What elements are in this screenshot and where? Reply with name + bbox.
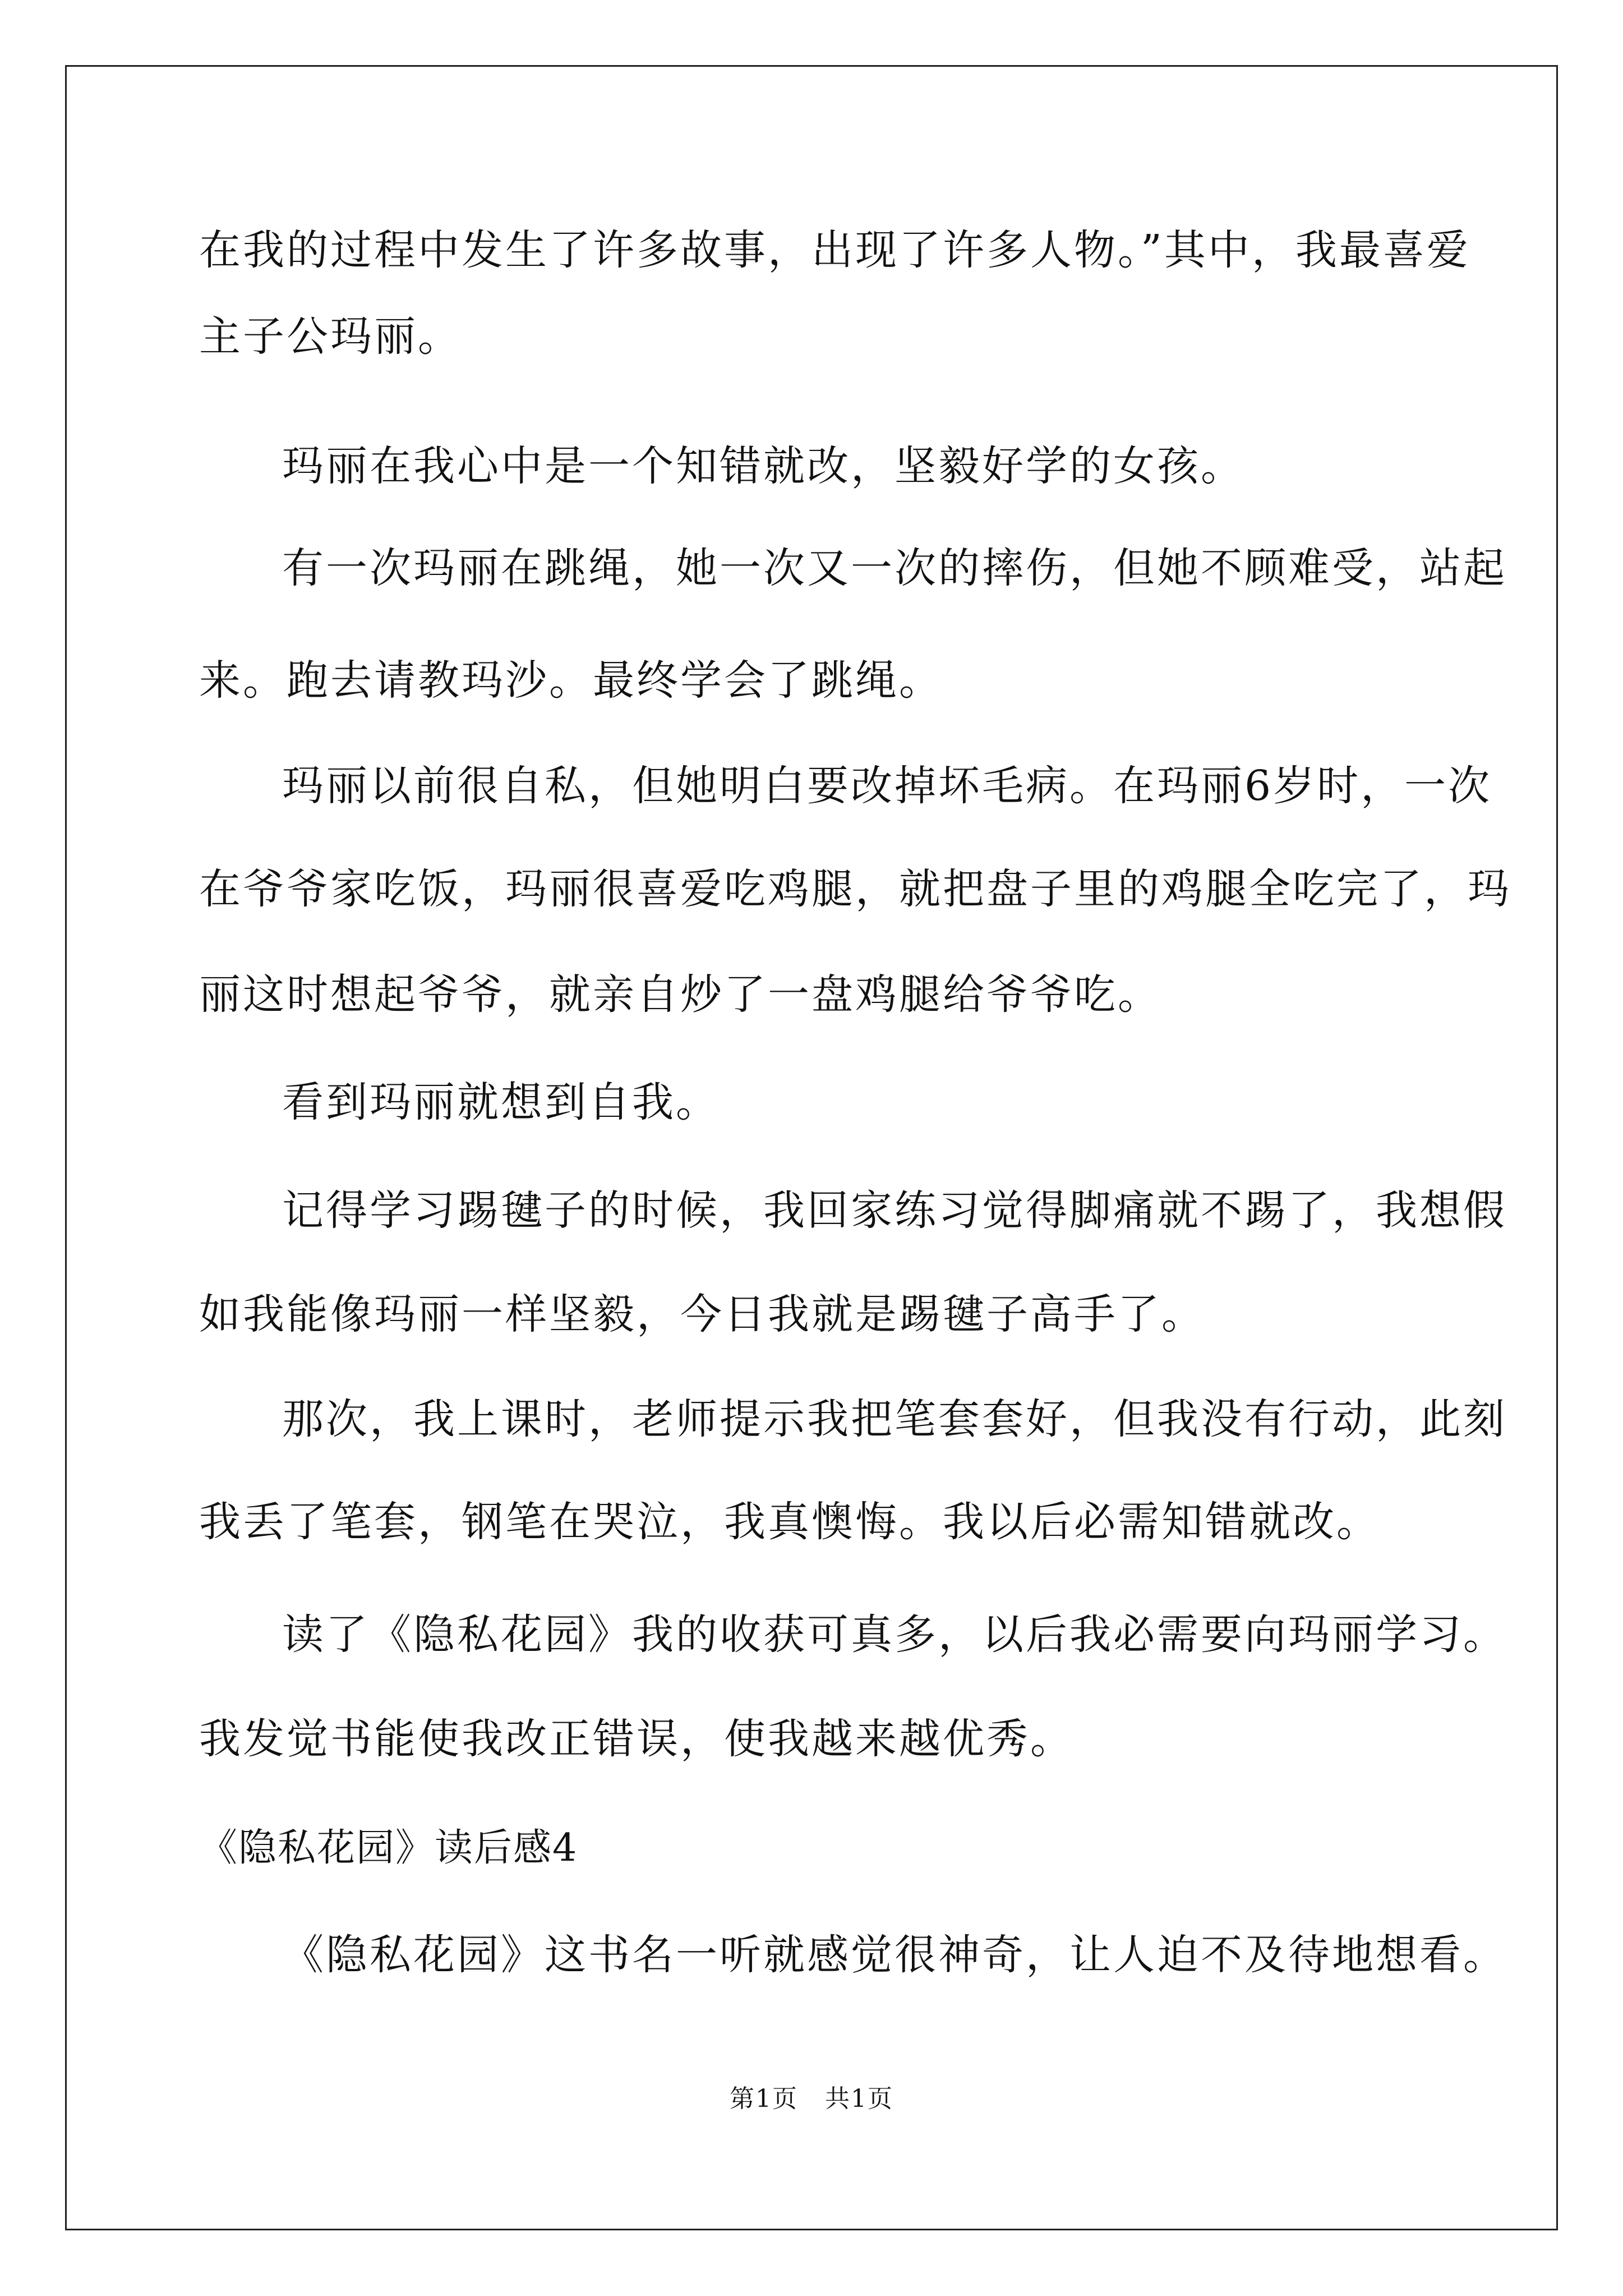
paragraph-line: 有一次玛丽在跳绳，她一次又一次的摔伤，但她不顾难受，站起 xyxy=(282,544,1507,592)
paragraph-line: 在爷爷家吃饭，玛丽很喜爱吃鸡腿，就把盘子里的鸡腿全吃完了，玛 xyxy=(199,865,1511,913)
paragraph-line: 《隐私花园》这书名一听就感觉很神奇，让人迫不及待地想看。 xyxy=(282,1931,1507,1979)
paragraph-line: 主子公玛丽。 xyxy=(199,312,462,361)
paragraph-line: 我发觉书能使我改正错误，使我越来越优秀。 xyxy=(199,1715,1074,1763)
paragraph-line: 来。跑去请教玛沙。最终学会了跳绳。 xyxy=(199,656,943,705)
paragraph-line: 玛丽在我心中是一个知错就改，坚毅好学的女孩。 xyxy=(282,442,1244,490)
page-border xyxy=(65,65,1558,2230)
paragraph-line: 如我能像玛丽一样坚毅，今日我就是踢毽子高手了。 xyxy=(199,1290,1205,1338)
paragraph-line: 玛丽以前很自私，但她明白要改掉坏毛病。在玛丽6岁时，一次 xyxy=(282,762,1492,810)
paragraph-line: 看到玛丽就想到自我。 xyxy=(282,1078,720,1126)
paragraph-line: 那次，我上课时，老师提示我把笔套套好，但我没有行动，此刻 xyxy=(282,1395,1507,1443)
paragraph-line: 读了《隐私花园》我的收获可真多，以后我必需要向玛丽学习。 xyxy=(282,1611,1507,1659)
paragraph-line: 记得学习踢毽子的时候，我回家练习觉得脚痛就不踢了，我想假 xyxy=(282,1186,1507,1235)
section-heading: 《隐私花园》读后感4 xyxy=(199,1826,578,1870)
paragraph-line: 丽这时想起爷爷，就亲自炒了一盘鸡腿给爷爷吃。 xyxy=(199,970,1161,1019)
page-footer: 第1页 共1页 xyxy=(730,2085,893,2113)
paragraph-line: 我丢了笔套，钢笔在哭泣，我真懊悔。我以后必需知错就改。 xyxy=(199,1498,1380,1546)
paragraph-line: 在我的过程中发生了许多故事，出现了许多人物。”其中，我最喜爱 xyxy=(199,226,1470,274)
